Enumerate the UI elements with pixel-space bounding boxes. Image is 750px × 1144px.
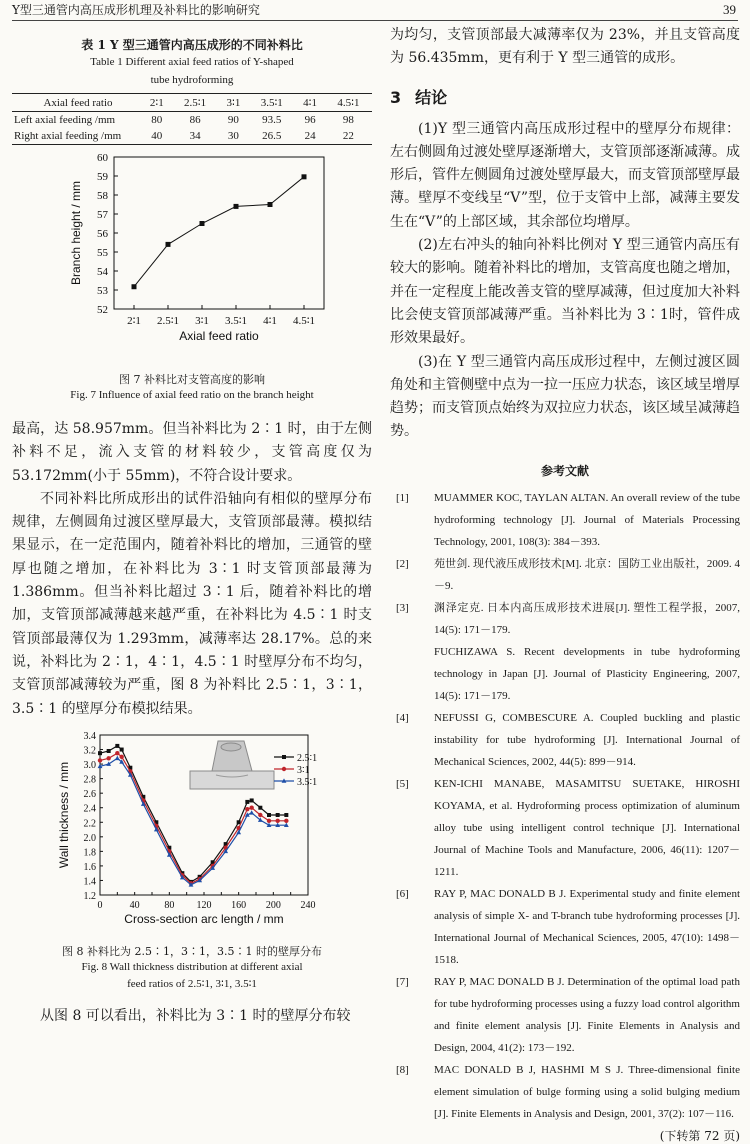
right-paragraph-0: 为均匀，支管顶部最大减薄率仅为 23%，并且支管高度为 56.435mm，更有利于 Y 型三通管的成形。: [390, 27, 740, 67]
reference-item: [390, 487, 740, 553]
reference-number: [2]: [396, 557, 409, 570]
y-tick-label: 2.8: [83, 774, 96, 786]
table-row-label: Right axial feeding /mm: [12, 128, 142, 145]
table-cell: 93.5: [262, 114, 282, 126]
reference-text: RAY P, MAC DONALD B J. Experimental study and finite element analysis of simple X- and T-branch tube hydroforming processes [J]. International Journal of Mechanical Sciences, 2005, 47(10): 1498－1518.: [434, 887, 740, 966]
data-point: [245, 800, 249, 804]
data-point: [119, 754, 123, 758]
reference-text: 渊泽定克. 日本内高压成形技术进展[J]. 塑性工程学报，2007, 14(5): 171－179.: [434, 601, 740, 636]
reference-item: [390, 773, 740, 883]
table-cell: 90: [227, 114, 239, 126]
x-tick-label: 80: [164, 899, 175, 911]
table-cell: 22: [325, 128, 372, 145]
x-axis-label: Cross-section arc length / mm: [124, 911, 284, 926]
x-tick-label: 240: [300, 899, 316, 911]
legend-label: 3∶1: [297, 764, 310, 776]
figure7-caption-en: Fig. 7 Influence of axial feed ratio on the branch height: [70, 389, 314, 401]
data-point: [275, 818, 279, 822]
y-tick-label: 59: [97, 171, 108, 183]
legend-marker: [282, 767, 286, 771]
x-tick-label: 3.5∶1: [224, 315, 248, 327]
table-row: [12, 128, 372, 145]
table-cell: 96: [304, 114, 316, 126]
data-point: [107, 749, 111, 753]
reference-number: [7]: [396, 975, 409, 988]
data-point: [267, 818, 271, 822]
reference-number: [6]: [396, 887, 409, 900]
table-cell: 30: [219, 128, 249, 145]
left-paragraph-1: 最高，达 58.957mm。但当补料比为 2∶1 时，由于左侧补料不足，流入支管的材料较少，支管高度仅为 53.172mm(小于 55mm)，不符合设计要求。: [12, 421, 372, 484]
data-point: [250, 798, 254, 802]
data-point: [284, 813, 288, 817]
y-tick-label: 3.2: [83, 745, 96, 757]
table-cell: 40: [142, 128, 172, 145]
legend-marker: [282, 755, 286, 759]
reference-text: MUAMMER KOC, TAYLAN ALTAN. An overall review of the tube hydroforming technology [J]. Journal of Materials Processing Technology, 2001, 108(3): 384－393.: [434, 491, 740, 548]
x-tick-label: 4∶1: [263, 315, 277, 327]
x-tick-label: 0: [97, 899, 103, 911]
plot-frame: [114, 157, 324, 309]
inset-shape: [190, 771, 274, 789]
y-axis-label: Wall thickness / mm: [57, 761, 71, 868]
table-header-row: [12, 94, 372, 112]
table-col-header: 3∶1: [219, 94, 249, 112]
x-tick-label: 3∶1: [195, 315, 209, 327]
y-tick-label: 1.2: [83, 890, 96, 902]
data-point: [268, 202, 273, 207]
y-tick-label: 2.4: [83, 803, 96, 815]
data-point: [284, 818, 288, 822]
reference-item: [390, 707, 740, 773]
y-tick-label: 53: [97, 285, 108, 297]
conclusion-3: (3)在 Y 型三通管内高压成形过程中，左侧过渡区圆角处和主管侧壁中点为一拉一压应力状态，该区域呈增厚趋势；而支管顶点始终为双拉应力状态，该区域呈减薄趋势。: [390, 353, 740, 440]
table-col-header: 4∶1: [295, 94, 325, 112]
table-col-header: 2.5∶1: [172, 94, 219, 112]
data-point: [258, 806, 262, 810]
reference-text: 苑世剑. 现代液压成形技术[M]. 北京：国防工业出版社，2009. 4－9.: [434, 557, 740, 592]
table-col-header: 2∶1: [142, 94, 172, 112]
table1-title-en-2: tube hydroforming: [150, 74, 234, 86]
reference-item: [390, 597, 740, 641]
table-row-label: Left axial feeding /mm: [14, 114, 116, 126]
data-point: [258, 813, 262, 817]
reference-text: NEFUSSI G, COMBESCURE A. Coupled buckling and plastic instability for tube hydroforming [J]. International Journal of Mechanical Sciences, 2002, 44(5): 899－914.: [434, 711, 740, 768]
figure7-caption-zh: 图 7 补料比对支管高度的影响: [119, 373, 265, 386]
y-tick-label: 1.6: [83, 861, 96, 873]
inset-shape: [221, 743, 241, 751]
data-point: [106, 756, 110, 760]
table-cell: 80: [151, 114, 163, 126]
data-point: [245, 807, 249, 811]
data-point: [234, 204, 239, 209]
y-tick-label: 1.8: [83, 847, 96, 859]
figure8-caption-zh: 图 8 补料比为 2.5∶1，3∶1，3.5∶1 时的壁厚分布: [62, 944, 322, 958]
y-tick-label: 2.6: [83, 789, 96, 801]
reference-text: FUCHIZAWA S. Recent developments in tube hydroforming technology in Japan [J]. Journal of Plasticity Engineering, 2007, 14(5): 171－179.: [434, 645, 740, 702]
y-tick-label: 60: [97, 152, 108, 164]
series-line: [134, 177, 304, 287]
left-column: [12, 24, 372, 1059]
data-point: [120, 747, 124, 751]
section-title: 结论: [415, 87, 448, 107]
data-point: [249, 810, 254, 814]
table1-title-en-1: Table 1 Different axial feed ratios of Y-shaped: [90, 56, 294, 68]
data-point: [98, 751, 102, 755]
data-point: [115, 744, 119, 748]
y-tube-inset-icon: [190, 741, 274, 789]
section-heading: [390, 85, 740, 108]
y-tick-label: 2.0: [83, 832, 96, 844]
x-tick-label: 2∶1: [127, 315, 141, 327]
table-col-header: 4.5∶1: [325, 94, 372, 112]
references-title: 参考文献: [540, 463, 589, 478]
reference-text: MAC DONALD B J, HASHMI M S J. Three-dimensional finite element simulation of bulge forming using a solid bulging medium [J]. Finite Elements in Analysis and Design, 2001, 37(2): 107－116.: [434, 1063, 740, 1120]
y-tick-label: 55: [97, 247, 108, 259]
x-tick-label: 40: [129, 899, 140, 911]
table-cell: 26.5: [248, 128, 295, 145]
wall-thickness-chart: [12, 727, 372, 939]
data-point: [267, 813, 271, 817]
data-point: [115, 751, 119, 755]
y-tick-label: 1.4: [83, 876, 96, 888]
reference-number: [1]: [396, 491, 409, 504]
y-tick-label: 54: [97, 266, 108, 278]
figure7: [12, 145, 372, 404]
table-cell: 98: [342, 114, 354, 126]
table-cell: 86: [189, 114, 201, 126]
branch-height-chart: [12, 145, 372, 367]
table-header-label: Axial feed ratio: [12, 94, 142, 112]
legend-label: 2.5∶1: [297, 752, 318, 764]
reference-item: [390, 971, 740, 1059]
x-tick-label: 200: [265, 899, 281, 911]
y-tick-label: 57: [97, 209, 108, 221]
reference-item: [390, 641, 740, 707]
table-row: [12, 112, 372, 129]
reference-item: [390, 1059, 740, 1125]
y-axis-label: Branch height / mm: [69, 180, 83, 286]
reference-number: [3]: [396, 601, 409, 614]
running-title: Y型三通管内高压成形机理及补料比的影响研究: [12, 3, 260, 17]
figure8: [12, 727, 372, 993]
x-tick-label: 4.5∶1: [292, 315, 316, 327]
page-number: 39: [723, 2, 736, 17]
feed-ratio-table: [12, 93, 372, 145]
figure8-caption-en-2: feed ratios of 2.5∶1, 3∶1, 3.5∶1: [127, 977, 257, 990]
left-paragraph-2: 不同补料比所成形出的试件沿轴向有相似的壁厚分布规律，左侧圆角过渡区壁厚最大，支管顶部最薄。模拟结果显示，在一定范围内，随着补料比的增加，三通管的壁厚也随之增加，在补料比为 3∶1 时支管顶部最薄为 1.386mm。但当补料比超过 3∶1 后，随着补料比的增加，支管顶部减薄越来越严重，在补料比为 4.5∶1 时支管顶部最薄仅为 1.293mm，减薄率达 28.17%。总的来说，补料比为 2∶1，4∶1，4.5∶1 时壁厚分布不均匀，支管顶部减薄较为严重，图 8 为补料比 2.5∶1，3∶1，3.5∶1 的壁厚分布模拟结果。: [12, 490, 372, 717]
reference-item: [390, 553, 740, 597]
reference-number: [4]: [396, 711, 409, 724]
conclusion-2: (2)左右冲头的轴向补料比例对 Y 型三通管内高压有较大的影响。随着补料比的增加，支管高度也随之增加，并在一定程度上能改善支管的壁厚减薄，但过度加大补料比会使支管顶部减薄严重。当补料比为 3∶1时，管件成形效果最好。: [390, 237, 740, 347]
data-point: [200, 221, 205, 226]
reference-text: RAY P, MAC DONALD B J. Determination of the optimal load path for tube hydroforming processes using a fuzzy load control algorithm and finite element analysis [J]. Finite Elements in Analysis and Design, 2004, 41(2): 173－192.: [434, 975, 740, 1054]
data-point: [106, 761, 111, 765]
table1-title-zh: 表 1 Y 型三通管内高压成形的不同补料比: [81, 38, 303, 52]
y-tick-label: 56: [97, 228, 108, 240]
reference-item: [390, 883, 740, 971]
x-tick-label: 2.5∶1: [156, 315, 180, 327]
data-point: [98, 758, 102, 762]
data-point: [115, 756, 120, 760]
y-tick-label: 52: [97, 304, 108, 316]
data-point: [276, 813, 280, 817]
reference-text: KEN-ICHI MANABE, MASAMITSU SUETAKE, HIROSHI KOYAMA, et al. Hydroforming process optimization of aluminum alloy tube using intelligent control technique [J]. International Journal of Machine Tools and Manufacture, 2006, 46(11): 1207－1211.: [434, 777, 740, 878]
legend-label: 3.5∶1: [297, 776, 318, 788]
x-tick-label: 120: [196, 899, 212, 911]
data-point: [132, 284, 137, 289]
x-axis-label: Axial feed ratio: [179, 329, 259, 343]
running-head: [12, 0, 738, 21]
left-paragraph-3: 从图 8 可以看出，补料比为 3∶1 时的壁厚分布较: [40, 1007, 351, 1024]
right-column: [390, 24, 740, 1143]
data-point: [166, 242, 171, 247]
data-point: [249, 805, 253, 809]
section-number: 3: [390, 87, 402, 107]
data-point: [302, 174, 307, 179]
reference-number: [5]: [396, 777, 409, 790]
x-tick-label: 160: [231, 899, 247, 911]
table-col-header: 3.5∶1: [248, 94, 295, 112]
table-cell: 34: [172, 128, 219, 145]
conclusion-1: (1)Y 型三通管内高压成形过程中的壁厚分布规律：左右侧圆角过渡处壁厚逐渐增大，支管顶部逐渐减薄。成形后，管件左侧圆角过渡处壁厚最大，而支管顶部壁厚最薄。壁厚不变线呈“V”型，位于支管中上部，减薄主要发生在“V”的上部区域，其余部位均增厚。: [390, 120, 740, 230]
table-cell: 24: [295, 128, 325, 145]
y-tick-label: 2.2: [83, 818, 96, 830]
y-tick-label: 58: [97, 190, 108, 202]
figure8-caption-en-1: Fig. 8 Wall thickness distribution at different axial: [81, 960, 303, 973]
reference-number: [8]: [396, 1063, 409, 1076]
y-tick-label: 3.4: [83, 730, 96, 742]
y-tick-label: 3.0: [83, 759, 96, 771]
continuation-note: (下转第 72 页): [659, 1128, 740, 1143]
